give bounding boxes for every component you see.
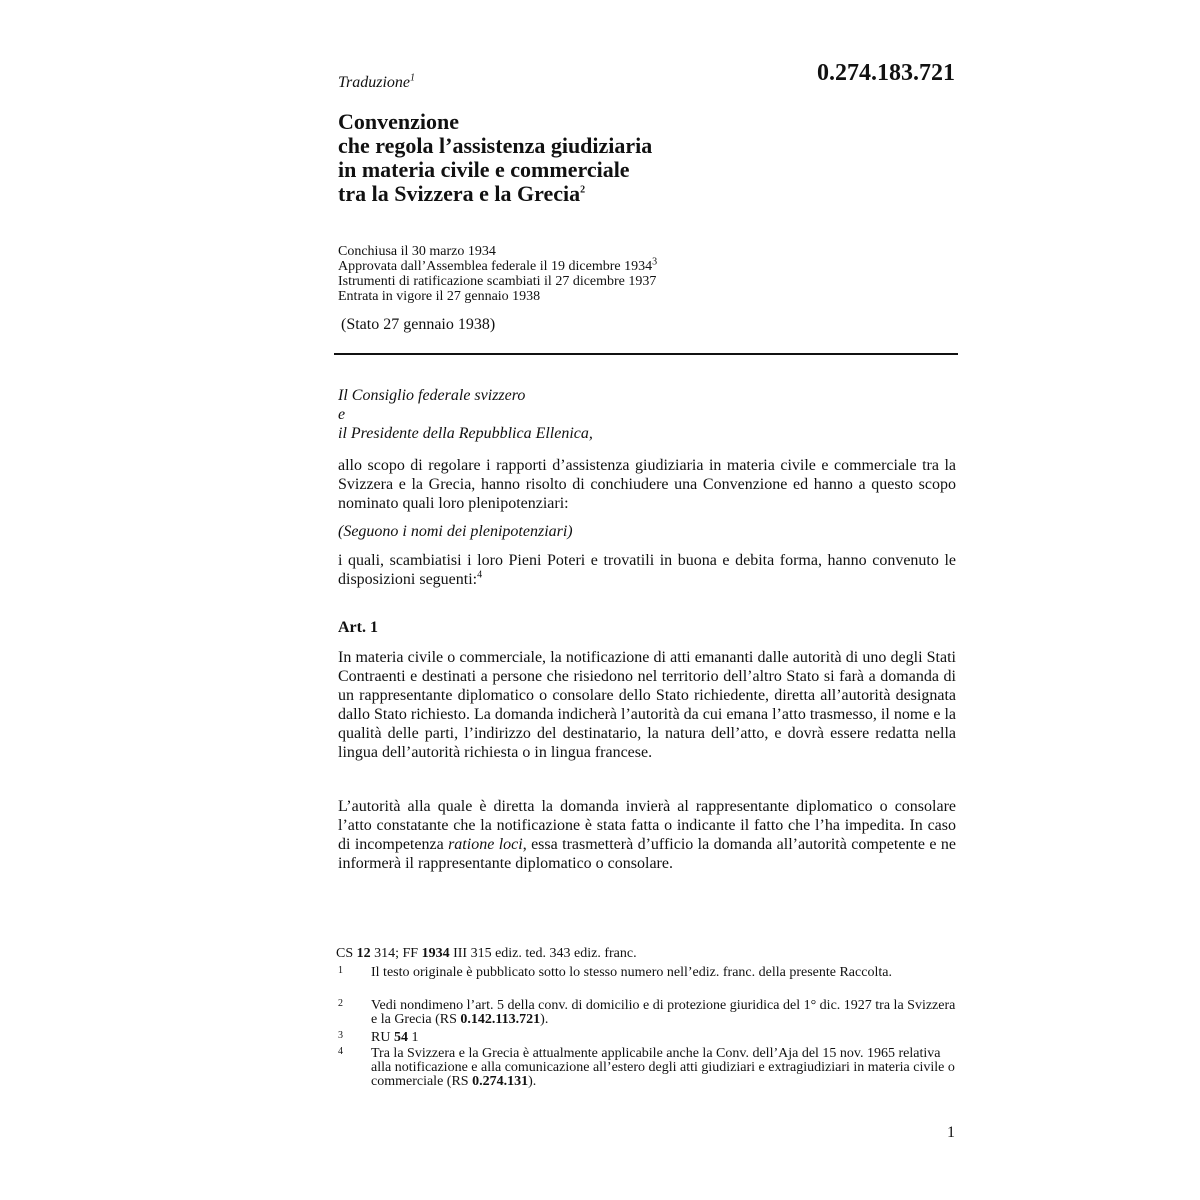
footnote-number: 4 bbox=[338, 1046, 343, 1057]
preamble-paragraph-2: i quali, scambiatisi i loro Pieni Poteri e trovatili in buona e debita forma, hanno convenuto le disposizioni seguenti:$^4$ bbox=[338, 552, 956, 588]
footnote-number: 2 bbox=[338, 998, 343, 1009]
document-title: Convenzione che regola l’assistenza giudiziaria in materia civile e commerciale tra la Svizzera e la Grecia$^2$ bbox=[338, 109, 653, 206]
footnote-ref[interactable]: 3 bbox=[652, 256, 658, 268]
article-heading: Art. 1 bbox=[338, 619, 378, 636]
footnote-number: 1 bbox=[338, 965, 343, 976]
plenipotentiaries-note: (Seguono i nomi dei plenipotenziari) bbox=[338, 523, 573, 540]
article-paragraph-2: L’autorità alla quale è diretta la domanda invierà al rappresentante diplomatico o consolare l’atto constatante che la notificazione è stata fatta o indicante il fatto che l’ha impedita. In caso di incompetenza ratione loci, essa trasmetterà d’ufficio la domanda all’autorità competente e ne informerà il rappresentante diplomatico o consolare. bbox=[338, 798, 956, 872]
divider bbox=[334, 353, 958, 355]
status-date: (Stato 27 gennaio 1938) bbox=[341, 316, 496, 333]
article-paragraph-1: In materia civile o commerciale, la notificazione di atti emananti dalle autorità di uno degli Stati Contraenti e destinati a persone che risiedono nel territorio dell’altro Stato si farà a domanda di un rappresentante diplomatico o consolare dello Stato richiedente, diretta all’autorità designata dallo Stato richiesto. La domanda indicherà l’autorità da cui emana l’atto trasmesso, il nome e la qualità delle parti, l’indirizzo del destinatario, la natura dell’atto, e dovrà essere redatta nella lingua dell’autorità richiesta o in lingua francese. bbox=[338, 649, 957, 761]
preamble-parties: Il Consiglio federale svizzero e il Presidente della Repubblica Ellenica, bbox=[338, 387, 593, 442]
footnote-ref[interactable]: 2 bbox=[580, 184, 586, 196]
document-metadata: Conchiusa il 30 marzo 1934 Approvata dall’Assemblea federale il 19 dicembre 1934$^3$ Istrumenti di ratificazione scambiati il 27 dicembre 1937 Entrata in vigore il 27 gennaio 1938 bbox=[338, 244, 658, 304]
footnote-ref[interactable]: 4 bbox=[477, 569, 483, 581]
translation-label: Traduzione$^1$ bbox=[338, 72, 416, 91]
sr-number: 0.274.183.721 bbox=[817, 60, 955, 86]
footnote-number: 3 bbox=[338, 1030, 343, 1041]
preamble-paragraph: allo scopo di regolare i rapporti d’assistenza giudiziaria in materia civile e commerciale tra la Svizzera e la Grecia, hanno risolto di conchiudere una Convenzione ed hanno a questo scopo nominato quali loro plenipotenziari: bbox=[338, 457, 956, 512]
source-citation: CS 12 314; FF 1934 III 315 ediz. ted. 343 ediz. franc. bbox=[336, 946, 637, 961]
page-number: 1 bbox=[947, 1124, 955, 1141]
footnote-ref[interactable]: 1 bbox=[410, 72, 416, 84]
